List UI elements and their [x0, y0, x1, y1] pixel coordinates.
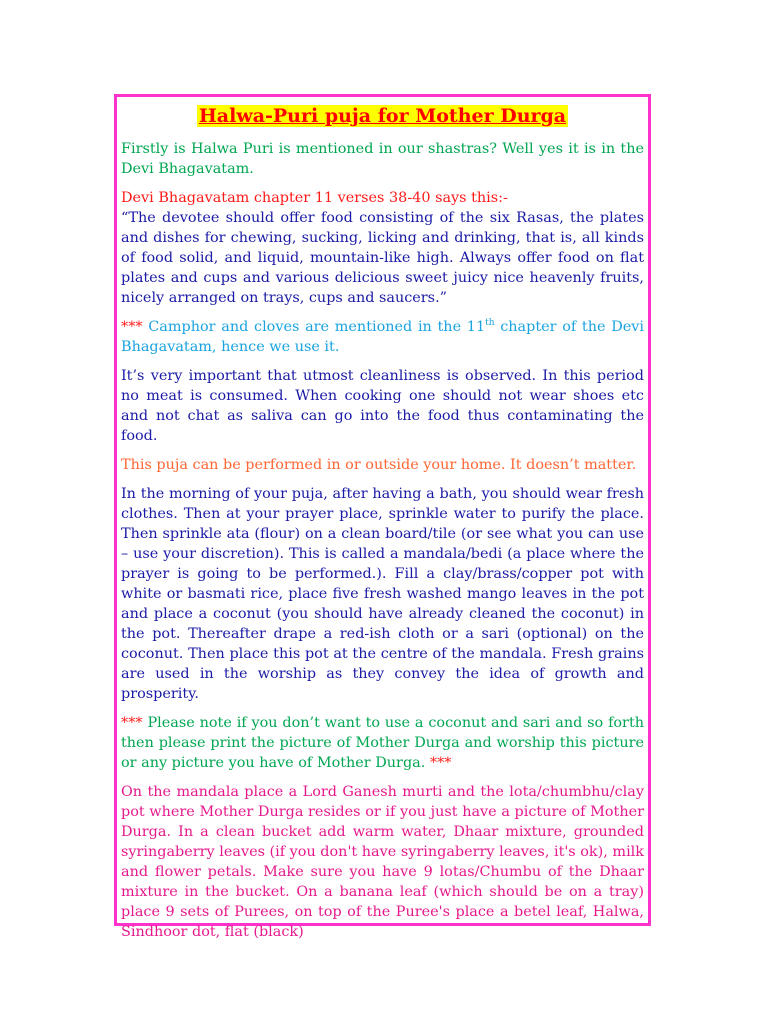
scripture-quote: “The devotee should offer food consisting of the six Rasas, the plates and dishes for chewing, sucking, licking and drinking, that is, all kinds of food solid, and liquid, mountain-like high. Always offer food on flat plates and cups and various delicious sweet juicy nice heavenly fruits, nicely arranged on trays, cups and saucers.”: [121, 210, 644, 306]
paragraph-intro: Firstly is Halwa Puri is mentioned in our shastras? Well yes it is in the Devi Bhagavatam.: [121, 141, 644, 177]
document-content: [121, 105, 644, 951]
camphor-text-a: Camphor and cloves are mentioned in the 11: [142, 319, 486, 335]
asterisks-marker-start: ***: [121, 715, 143, 731]
camphor-text-b: chapter of the Devi Bhagavatam, hence we use it.: [121, 319, 644, 355]
paragraph-camphor: [121, 317, 644, 357]
paragraph-morning-ritual: In the morning of your puja, after having a bath, you should wear fresh clothes. Then at your prayer place, sprinkle water to purify the place. Then sprinkle ata (flour) on a clean board/tile (or see what you can use – use your discretion). This is called a mandala/bedi (a place where the prayer is going to be performed.). Fill a clay/brass/copper pot with white or basmati rice, place five fresh washed mango leaves in the pot and place a coconut (you should have already cleaned the coconut) in the pot. Thereafter drape a red-ish cloth or a sari (optional) on the coconut. Then place this pot at the centre of the mandala. Fresh grains are used in the worship as they convey the idea of growth and prosperity.: [121, 486, 644, 702]
scripture-reference: Devi Bhagavatam chapter 11 verses 38-40 says this:-: [121, 190, 508, 206]
paragraph-note: [121, 713, 644, 773]
asterisks-marker: ***: [121, 319, 143, 335]
paragraph-scripture: [121, 188, 644, 308]
paragraph-cleanliness: It’s very important that utmost cleanliness is observed. In this period no meat is consumed. When cooking one should not wear shoes etc and not chat as saliva can go into the food thus contaminating the food.: [121, 368, 644, 444]
paragraph-location: This puja can be performed in or outside your home. It doesn’t matter.: [121, 457, 637, 473]
document-frame: [114, 94, 651, 940]
paragraph-mandala: On the mandala place a Lord Ganesh murti and the lota/chumbhu/clay pot where Mother Durga resides or if you just have a picture of Mother Durga. In a clean bucket add warm water, Dhaar mixture, grounded syringaberry leaves (if you don't have syringaberry leaves, it's ok), milk and flower petals. Make sure you have 9 lotas/Chumbu of the Dhaar mixture in the bucket. On a banana leaf (which should be on a tray) place 9 sets of Purees, on top of the Puree's place a betel leaf, Halwa, Sindhoor dot, flat (black): [121, 784, 644, 940]
note-text: Please note if you don’t want to use a coconut and sari and so forth then please print the picture of Mother Durga and worship this picture or any picture you have of Mother Durga.: [121, 715, 644, 771]
page-title: Halwa-Puri puja for Mother Durga: [198, 105, 567, 127]
asterisks-marker-end: ***: [429, 755, 452, 771]
ordinal-suffix: th: [485, 318, 495, 329]
title-wrapper: [121, 105, 644, 127]
